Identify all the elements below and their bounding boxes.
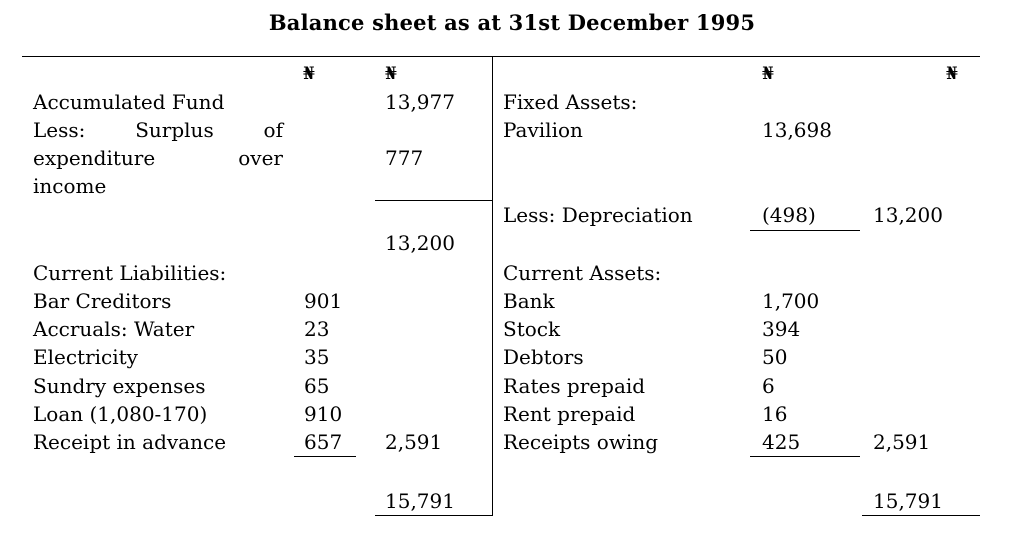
depreciation-value: (498) [762, 203, 816, 227]
liability-label: Bar Creditors [33, 289, 172, 313]
liability-label: Electricity [33, 345, 138, 369]
current-liabilities-total: 2,591 [385, 430, 443, 454]
left-grand-total: 15,791 [385, 489, 455, 513]
liability-value: 901 [304, 289, 343, 313]
assets-subtotal-rule [750, 456, 860, 457]
asset-label: Stock [503, 317, 561, 341]
surplus-value: 777 [385, 146, 424, 170]
liability-label: Loan (1,080-170) [33, 402, 208, 426]
accumulated-fund-value: 13,977 [385, 90, 455, 114]
liability-label: Sundry expenses [33, 374, 206, 398]
liability-value: 65 [304, 374, 330, 398]
over-word: over [238, 146, 283, 170]
fixed-assets-label: Fixed Assets: [503, 90, 638, 114]
asset-label: Rent prepaid [503, 402, 636, 426]
document-title: Balance sheet as at 31st December 1995 [268, 10, 756, 35]
right-total-rule [862, 515, 980, 516]
fund-subtotal-rule [375, 200, 492, 201]
asset-value: 50 [762, 345, 788, 369]
current-liabilities-label: Current Liabilities: [33, 261, 227, 285]
left-total-rule [375, 515, 492, 516]
pavilion-label: Pavilion [503, 118, 583, 142]
right-grand-total: 15,791 [873, 489, 943, 513]
asset-value: 16 [762, 402, 788, 426]
less-word: Less: [33, 118, 86, 142]
depreciation-label: Less: Depreciation [503, 203, 693, 227]
less-surplus-line-1 [33, 118, 283, 142]
of-word: of [263, 118, 283, 142]
currency-header-right-1: ₦ [762, 64, 774, 84]
depreciation-rule [750, 230, 860, 231]
liability-value: 35 [304, 345, 330, 369]
liability-value: 23 [304, 317, 330, 341]
liability-label: Receipt in advance [33, 430, 227, 454]
liabilities-subtotal-rule [294, 456, 356, 457]
top-rule [22, 56, 980, 57]
currency-header-right-2: ₦ [946, 64, 958, 84]
asset-value: 425 [762, 430, 801, 454]
current-assets-label: Current Assets: [503, 261, 662, 285]
fixed-assets-net: 13,200 [873, 203, 943, 227]
currency-header-left-1: ₦ [303, 64, 315, 84]
center-divider [492, 57, 493, 516]
accumulated-fund-label: Accumulated Fund [33, 90, 225, 114]
asset-value: 1,700 [762, 289, 820, 313]
less-surplus-line-2 [33, 146, 283, 170]
asset-value: 394 [762, 317, 801, 341]
net-fund-value: 13,200 [385, 231, 455, 255]
pavilion-value: 13,698 [762, 118, 832, 142]
liability-value: 910 [304, 402, 343, 426]
asset-label: Bank [503, 289, 555, 313]
asset-value: 6 [762, 374, 775, 398]
asset-label: Rates prepaid [503, 374, 646, 398]
surplus-word: Surplus [135, 118, 214, 142]
less-surplus-line-3: income [33, 174, 107, 198]
asset-label: Debtors [503, 345, 584, 369]
currency-header-left-2: ₦ [385, 64, 397, 84]
liability-label: Accruals: Water [33, 317, 195, 341]
expenditure-word: expenditure [33, 146, 156, 170]
current-assets-total: 2,591 [873, 430, 931, 454]
asset-label: Receipts owing [503, 430, 659, 454]
liability-value: 657 [304, 430, 343, 454]
